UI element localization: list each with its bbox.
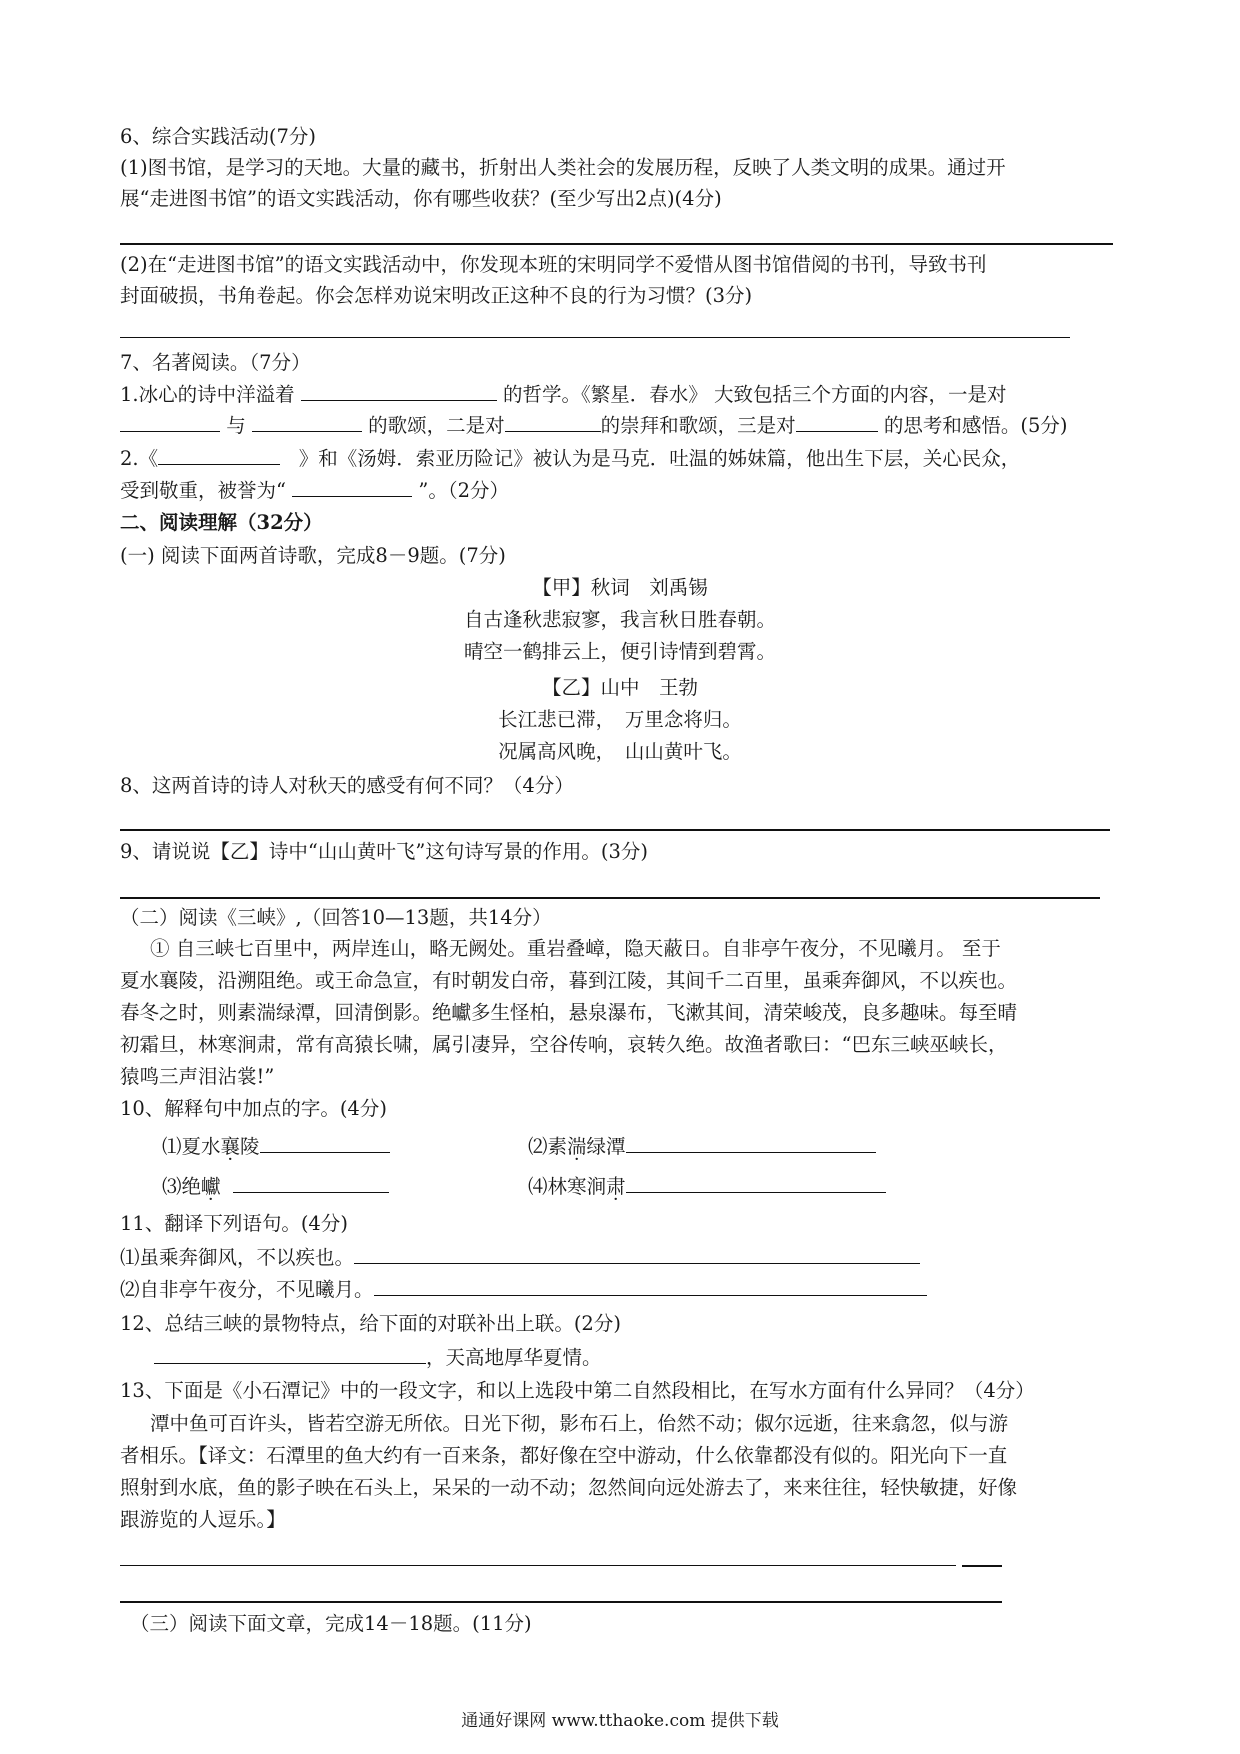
q10-item4 [528,1174,886,1200]
q10-text: ⑴夏水 [162,1135,221,1158]
q6-part2-answer-line[interactable] [120,337,1070,338]
q7-text: 2.《 [120,447,159,470]
q7-blank-1[interactable] [120,413,220,432]
q9-answer-line[interactable] [120,897,1100,899]
q11-item1-answer[interactable] [354,1245,920,1264]
q6-part1-line1: (1)图书馆，是学习的天地。大量的藏书，折射出人类社会的发展历程，反映了人类文明的成果。通过开 [120,156,1006,179]
q10-question: 10、解释句中加点的字。(4分) [120,1097,387,1120]
q6-title: 6、综合实践活动(7分) [120,125,317,148]
part3-intro: （三）阅读下面文章，完成14－18题。(11分) [130,1612,532,1635]
q10-item2-answer[interactable] [626,1134,876,1153]
q9-question: 9、请说说【乙】诗中“山山黄叶飞”这句诗写景的作用。(3分) [120,840,648,863]
q10-dotted-char: 襄 [220,1135,241,1158]
q7-blank-book[interactable] [158,446,280,465]
q12-answer[interactable] [154,1345,426,1364]
q12-couplet [154,1345,602,1371]
q7-text: 的哲学。《繁星．春水》 大致包括三个方面的内容，一是对 [503,383,1007,406]
q10-item3-answer[interactable] [233,1174,389,1193]
part1-intro: (一) 阅读下面两首诗歌，完成8－9题。(7分) [120,544,506,567]
q7-line4 [120,478,509,504]
q10-dotted-char: 湍 [567,1135,587,1158]
q13-answer-line1-end[interactable] [962,1565,1002,1567]
q10-text: ⑷林寒涧 [528,1175,607,1198]
q13-passage-line3: 照射到水底，鱼的影子映在石头上，呆呆的一动不动；忽然间向远处游去了，来来往往，轻快敏捷，好像 [120,1476,1018,1499]
q13-answer-line2[interactable] [120,1601,1002,1603]
q11-question: 11、翻译下列语句。(4分) [120,1212,348,1235]
q10-text: ⑵素 [528,1135,568,1158]
q13-passage-line1: 潭中鱼可百许头，皆若空游无所依。日光下彻，影布石上，佁然不动；俶尔远逝，往来翕忽，似与游 [150,1412,1009,1435]
q7-text: 》和《汤姆．索亚历险记》被认为是马克．吐温的姊妹篇，他出生下层，关心民众， [298,447,1021,470]
q7-blank-philosophy[interactable] [301,382,497,401]
q10-text: 陵 [240,1135,260,1158]
q10-text: 绿潭 [586,1135,626,1158]
q10-item3 [162,1174,389,1200]
q7-blank-3[interactable] [505,413,601,432]
q7-text: 1.冰心的诗中洋溢着 [120,383,295,406]
q10-dotted-char: 巘 [201,1175,221,1198]
q10-item1 [162,1134,390,1160]
poem-a-title: 【甲】秋词 刘禹锡 [532,576,708,599]
q13-passage-line4: 跟游览的人逗乐。】 [120,1508,286,1531]
q13-answer-line1[interactable] [120,1565,956,1566]
q10-item2 [528,1134,876,1160]
poem-a-line2: 晴空一鹤排云上，便引诗情到碧霄。 [463,640,776,663]
q7-text: 与 [226,414,246,437]
q7-blank-2[interactable] [252,413,362,432]
poem-b-line1: 长江悲已滞， 万里念将归。 [498,708,742,731]
q6-part1-answer-line[interactable] [120,243,1113,245]
q6-part2-line1: (2)在“走进图书馆”的语文实践活动中，你发现本班的宋明同学不爱惜从图书馆借阅的书刊，导致书刊 [120,253,987,276]
poem-a-line1: 自古逢秋悲寂寥，我言秋日胜春朝。 [463,608,776,631]
q12-question: 12、总结三峡的景物特点，给下面的对联补出上联。(2分) [120,1312,621,1335]
q7-text: 的歌颂，二是对 [368,414,505,437]
section2-title: 二、阅读理解（32分） [120,511,323,534]
q10-dotted-char: 肃 [606,1175,626,1198]
q13-passage-line2: 者相乐。【译文：石潭里的鱼大约有一百来条，都好像在空中游动，什么依靠都没有似的。阳光向下一直 [120,1444,1008,1467]
q11-text: ⑵自非亭午夜分，不见曦月。 [120,1278,374,1301]
footer-credit: 通通好课网 www.tthaoke.com 提供下载 [461,1711,779,1731]
q11-item2-answer[interactable] [374,1277,927,1296]
q7-text: 受到敬重，被誉为“ [120,479,286,502]
q8-question: 8、这两首诗的诗人对秋天的感受有何不同？（4分） [120,774,574,797]
q13-question: 13、下面是《小石潭记》中的一段文字，和以上选段中第二自然段相比，在写水方面有什么异同？（4分） [120,1379,1035,1402]
passage-line1: ① 自三峡七百里中，两岸连山，略无阙处。重岩叠嶂，隐天蔽日。自非亭午夜分，不见曦月。 至于 [150,937,1001,960]
q7-line1 [120,382,1006,408]
passage-line5: 猿鸣三声泪沾裳!” [120,1065,275,1088]
q7-blank-4[interactable] [796,413,878,432]
q11-item2 [120,1277,927,1303]
part2-intro: （二）阅读《三峡》,（回答10—13题，共14分） [120,906,552,929]
passage-line2: 夏水襄陵，沿溯阻绝。或王命急宣，有时朝发白帝，暮到江陵，其间千二百里，虽乘奔御风，不以疾也。 [120,969,1018,992]
q7-line2 [120,413,1067,439]
poem-b-title: 【乙】山中 王勃 [541,676,698,699]
q7-text: 的崇拜和歌颂，三是对 [600,414,796,437]
q6-part1-line2: 展“走进图书馆”的语文实践活动，你有哪些收获？(至少写出2点)(4分) [120,187,722,210]
passage-line3: 春冬之时，则素湍绿潭，回清倒影。绝巘多生怪柏，悬泉瀑布，飞漱其间，清荣峻茂，良多趣味。每至晴 [120,1001,1018,1024]
q10-text: ⑶绝 [162,1175,202,1198]
q7-blank-title[interactable] [292,478,412,497]
q6-part2-line2: 封面破损，书角卷起。你会怎样劝说宋明改正这种不良的行为习惯？(3分) [120,284,753,307]
q10-item1-answer[interactable] [260,1134,390,1153]
passage-line4: 初霜旦，林寒涧肃，常有高猿长啸，属引凄异，空谷传响，哀转久绝。故渔者歌曰：“巴东三峡巫峡长， [120,1033,1008,1056]
q8-answer-line[interactable] [120,829,1110,831]
q10-item4-answer[interactable] [626,1174,886,1193]
q7-line3 [120,446,1020,472]
poem-b-line2: 况属高风晚， 山山黄叶飞。 [498,740,742,763]
q7-title: 7、名著阅读。（7分） [120,351,311,374]
q7-text: ”。（2分） [418,479,510,502]
q11-item1 [120,1245,920,1271]
q12-text: ，天高地厚华夏情。 [426,1346,602,1369]
q7-text: 的思考和感悟。(5分) [883,414,1068,437]
q11-text: ⑴虽乘奔御风，不以疾也。 [120,1246,355,1269]
